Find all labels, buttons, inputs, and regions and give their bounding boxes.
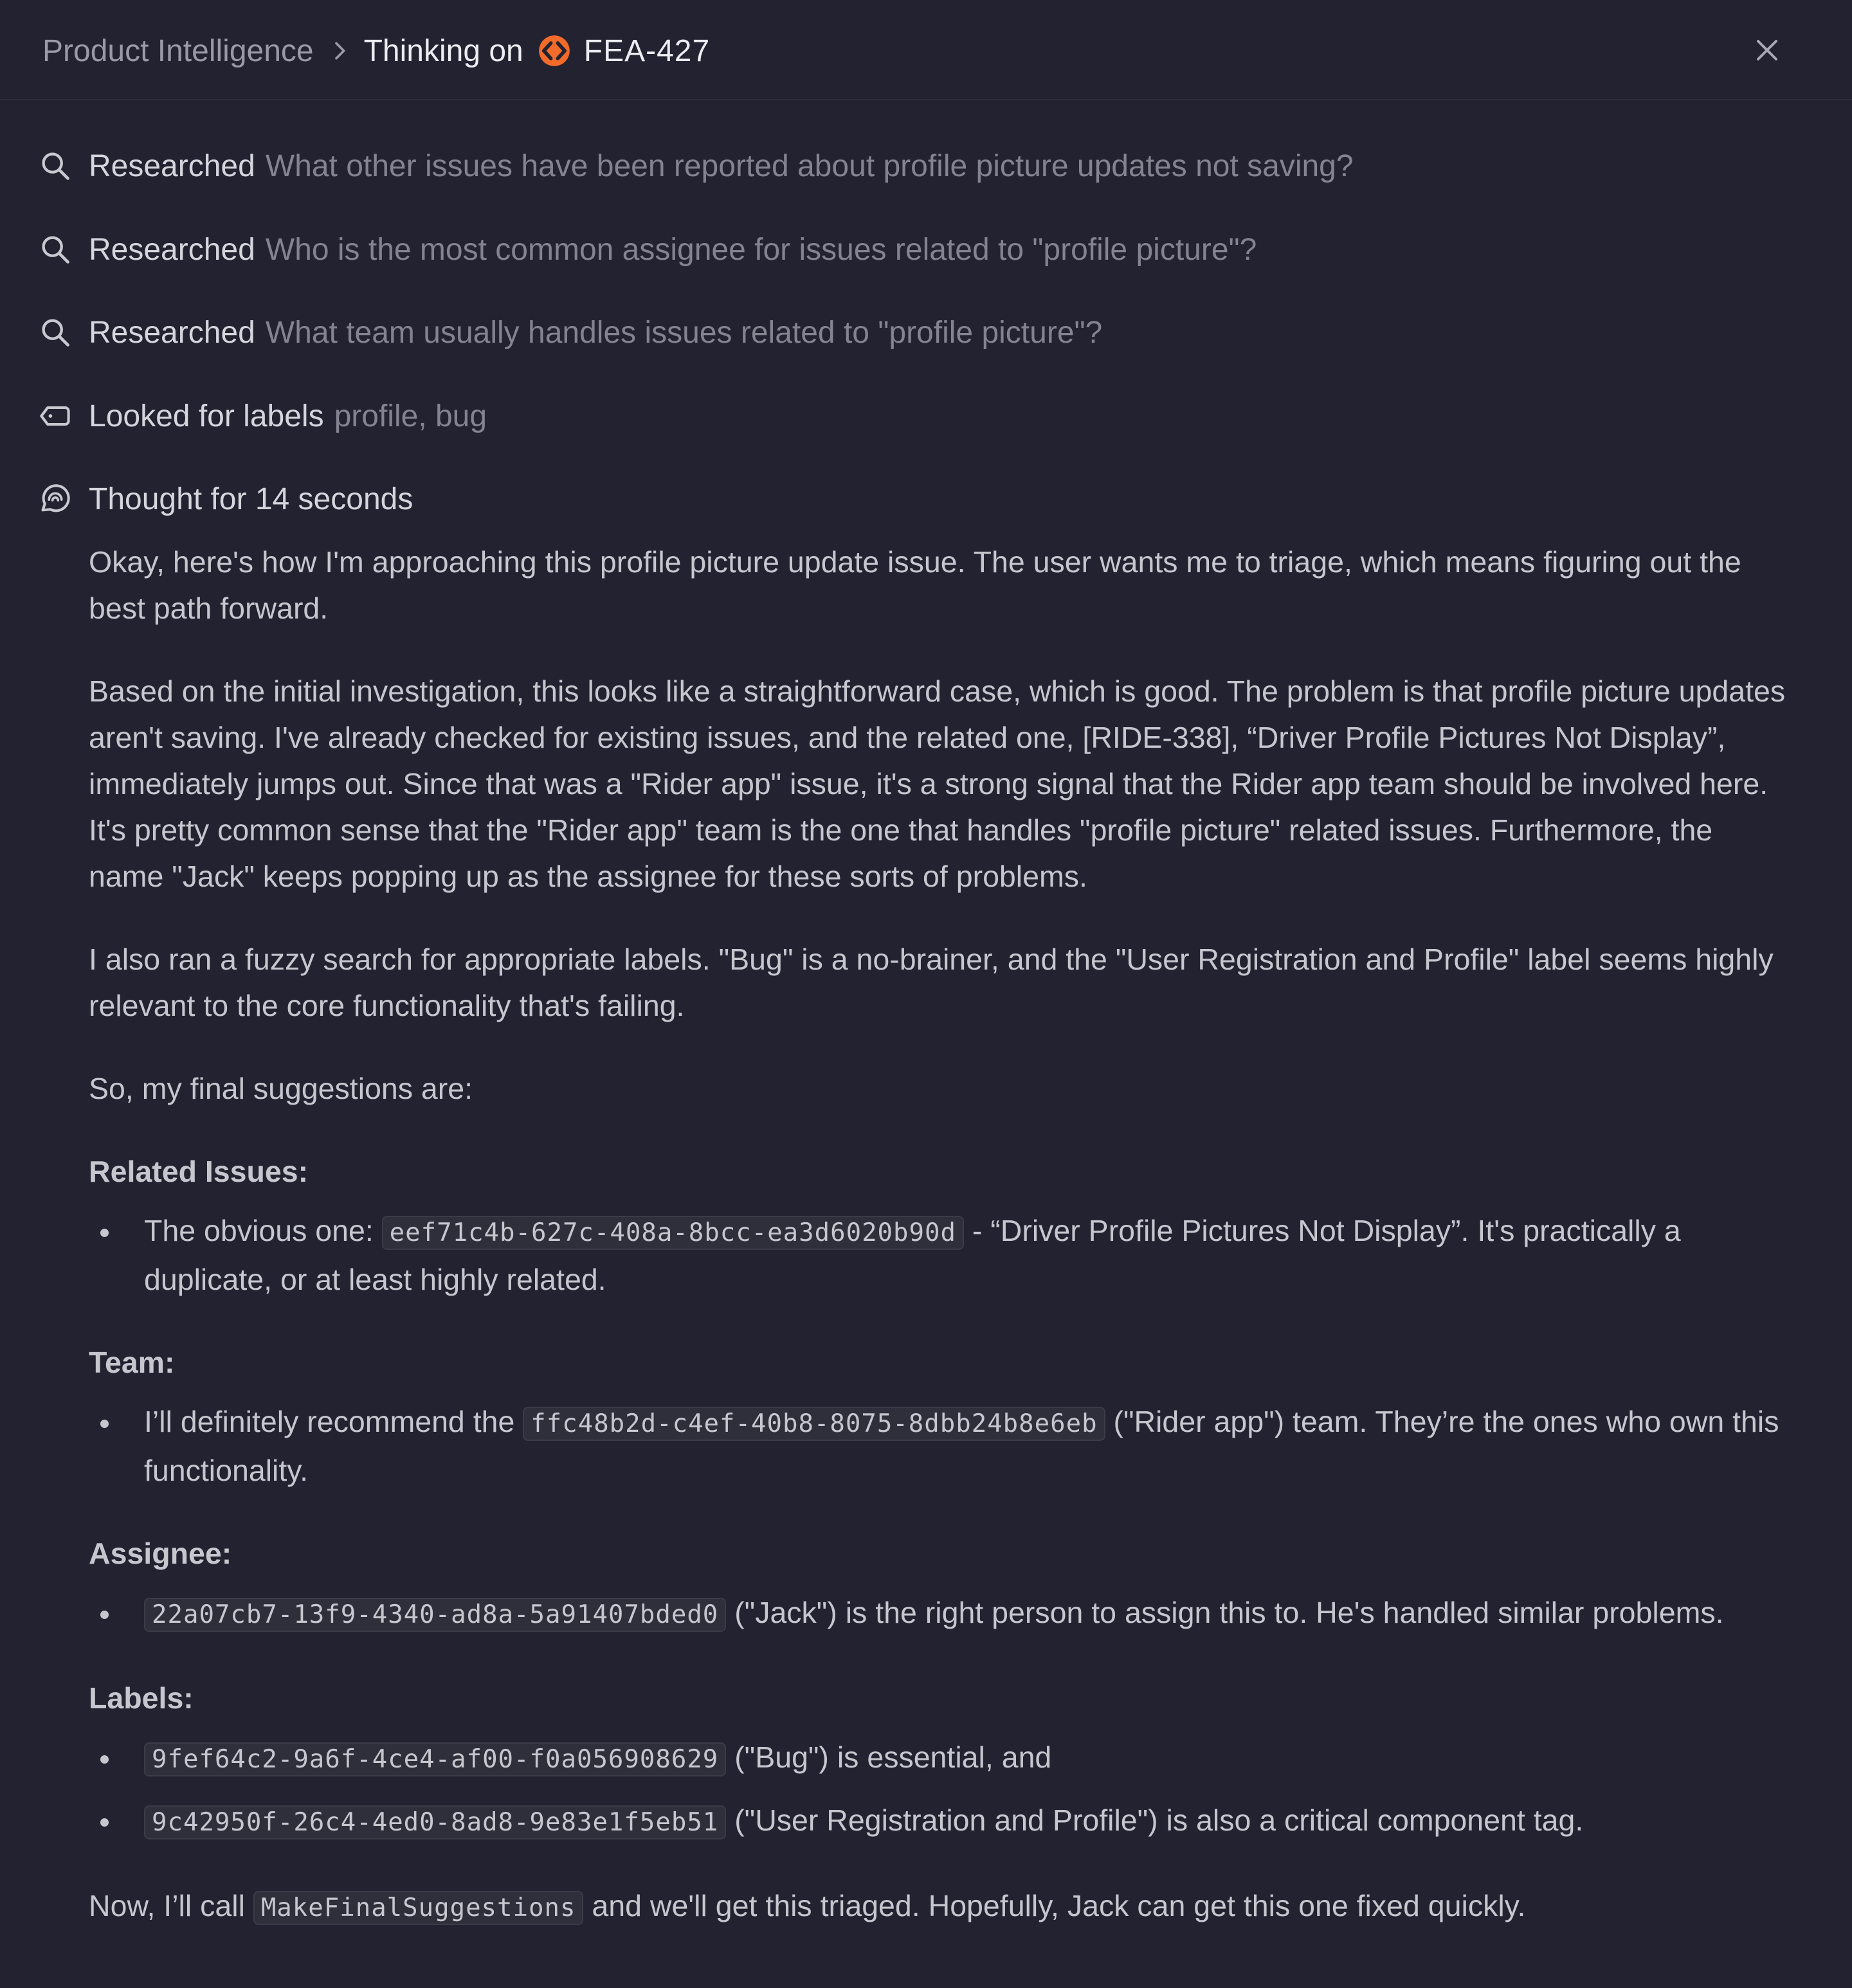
- step-detail: Who is the most common assignee for issues related to "profile picture"?: [265, 232, 1257, 267]
- team-list: [89, 1398, 1793, 1494]
- step-researched-1[interactable]: [39, 140, 1354, 192]
- step-verb: Thought for 14 seconds: [89, 482, 413, 516]
- step-detail: What other issues have been reported about profile picture updates not saving?: [265, 149, 1354, 183]
- team-heading: Team:: [89, 1346, 175, 1379]
- step-verb: Looked for labels: [89, 399, 324, 433]
- close-button[interactable]: [1747, 30, 1788, 71]
- team-uuid-code: ffc48b2d-c4ef-40b8-8075-8dbb24b8e6eb: [523, 1407, 1105, 1441]
- label-icon: [39, 399, 72, 433]
- search-icon: [39, 316, 72, 349]
- step-verb: Researched: [89, 149, 255, 183]
- related-issues-heading: Related Issues:: [89, 1155, 309, 1188]
- step-labels[interactable]: [39, 390, 487, 442]
- step-detail: What team usually handles issues related to "profile picture"?: [265, 315, 1103, 350]
- list-item: [89, 1589, 1793, 1638]
- assignee-heading: Assignee:: [89, 1537, 232, 1570]
- assignee-uuid-code: 22a07cb7-13f9-4340-ad8a-5a91407bded0: [144, 1598, 726, 1632]
- thought-paragraph: Okay, here's how I'm approaching this profile picture update issue. The user wants me to triage, which means figuring out the best path forward.: [89, 545, 1741, 625]
- thought-paragraph: So, my final suggestions are:: [89, 1072, 473, 1105]
- item-text: The obvious one:: [144, 1214, 374, 1247]
- search-icon: [39, 233, 72, 266]
- item-text: - “Driver Profile Pictures Not Display”. It's practically a duplicate, or at least highly related.: [144, 1214, 1681, 1296]
- related-issues-list: [89, 1207, 1793, 1303]
- step-thought[interactable]: [39, 473, 413, 525]
- list-item: [89, 1398, 1793, 1494]
- thought-icon: [39, 482, 72, 516]
- thought-final-paragraph: [89, 1883, 1793, 1931]
- breadcrumb: [42, 28, 710, 73]
- thought-paragraph: Based on the initial investigation, this looks like a straightforward case, which is good. The problem is that profile picture updates aren't saving. I've already checked for existing issues, and the related one, [RIDE-338], “Driver Profile Pictures Not Display”, immediately jumps out. Since that was a "Rider app" issue, it's a strong signal that the Rider app team should be involved here. It's pretty common sense that the "Rider app" team is the one that handles "profile picture" related issues. Furthermore, the name "Jack" keeps popping up as the assignee for these sorts of problems.: [89, 674, 1786, 893]
- step-researched-2[interactable]: [39, 224, 1257, 275]
- close-icon: [1752, 35, 1783, 66]
- breadcrumb-current: Thinking on: [363, 33, 523, 68]
- item-text: ("User Registration and Profile") is also a critical component tag.: [726, 1803, 1584, 1837]
- labels-list: [89, 1734, 1793, 1846]
- item-text: ("Bug") is essential, and: [726, 1740, 1052, 1774]
- item-text: ("Rider app") team. They’re the ones who own this functionality.: [144, 1405, 1779, 1487]
- step-researched-3[interactable]: [39, 307, 1102, 358]
- thought-content: [89, 539, 1793, 1968]
- list-item: [89, 1797, 1793, 1846]
- issue-icon: [538, 34, 571, 68]
- label-uuid-code: 9c42950f-26c4-4ed0-8ad8-9e83e1f5eb51: [144, 1805, 726, 1839]
- item-text: ("Jack") is the right person to assign this to. He's handled similar problems.: [726, 1596, 1724, 1629]
- item-text: I’ll definitely recommend the: [144, 1405, 515, 1438]
- issue-id[interactable]: FEA-427: [583, 33, 711, 68]
- search-icon: [39, 149, 72, 183]
- breadcrumb-root[interactable]: Product Intelligence: [42, 33, 314, 68]
- assignee-list: [89, 1589, 1793, 1638]
- step-verb: Researched: [89, 315, 255, 350]
- function-name-code: MakeFinalSuggestions: [253, 1891, 584, 1925]
- item-text: and we'll get this triaged. Hopefully, Jack can get this one fixed quickly.: [583, 1889, 1526, 1922]
- label-uuid-code: 9fef64c2-9a6f-4ce4-af00-f0a056908629: [144, 1742, 726, 1776]
- issue-uuid-code: eef71c4b-627c-408a-8bcc-ea3d6020b90d: [382, 1216, 964, 1250]
- panel-header: [0, 0, 1852, 100]
- step-verb: Researched: [89, 232, 255, 267]
- list-item: [89, 1207, 1793, 1303]
- step-detail: profile, bug: [334, 399, 487, 433]
- list-item: [89, 1734, 1793, 1783]
- item-text: Now, I’ll call: [89, 1889, 245, 1922]
- thought-paragraph: I also ran a fuzzy search for appropriate labels. "Bug" is a no-brainer, and the "User Registration and Profile" label seems highly relevant to the core functionality that's failing.: [89, 943, 1774, 1022]
- labels-heading: Labels:: [89, 1681, 194, 1715]
- chevron-right-icon: [327, 38, 352, 64]
